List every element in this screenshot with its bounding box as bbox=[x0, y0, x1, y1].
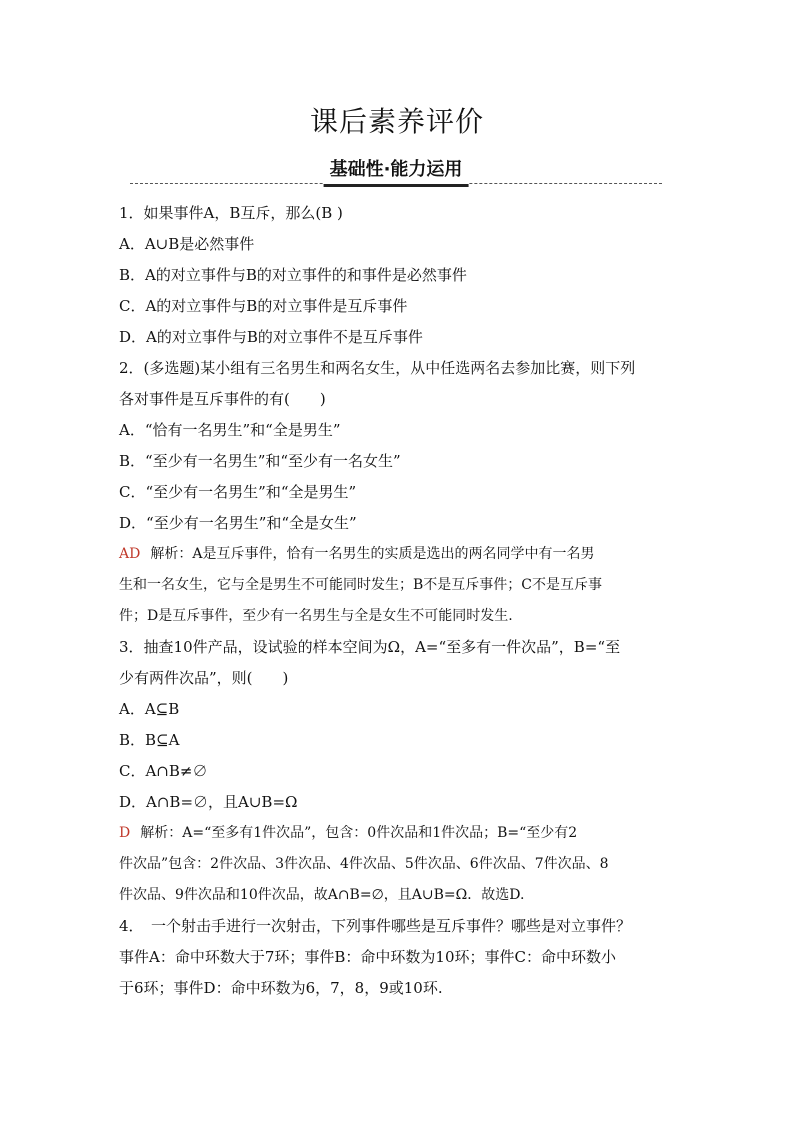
q3-answer: D bbox=[119, 825, 131, 841]
q2-solution-text-1: 解析：A是互斥事件，恰有一名男生的实质是选出的两名同学中有一名男 bbox=[150, 546, 595, 562]
q2-stem-line-2: 各对事件是互斥事件的有( ) bbox=[119, 390, 326, 408]
page-title: 课后素养评价 bbox=[309, 105, 484, 138]
q2-solution-line-2: 生和一名女生，它与全是男生不可能同时发生；B不是互斥事件；C不是互斥事 bbox=[119, 577, 602, 593]
q1-option-c: C．A的对立事件与B的对立事件是互斥事件 bbox=[119, 297, 408, 315]
section-header bbox=[130, 156, 662, 190]
q2-answer: AD bbox=[119, 546, 141, 562]
q3-stem-line-2: 少有两件次品”，则( ) bbox=[119, 669, 289, 687]
q3-option-c: C．A∩B≠∅ bbox=[119, 762, 208, 780]
section-label: 基础性·能力运用 bbox=[324, 158, 469, 187]
q1-stem: 1．如果事件A，B互斥，那么(B ) bbox=[119, 204, 343, 222]
q3-solution-text-1: 解析：A=“至多有1件次品”，包含：0件次品和1件次品；B=“至少有2 bbox=[140, 825, 578, 841]
q4-stem-line-1: 4． 一个射击手进行一次射击，下列事件哪些是互斥事件？哪些是对立事件？ bbox=[119, 917, 632, 935]
question-list bbox=[119, 198, 699, 1004]
q2-option-c: C．“至少有一名男生”和“全是男生” bbox=[119, 483, 357, 501]
q3-solution-line-1 bbox=[119, 818, 699, 849]
q2-solution-line-1 bbox=[119, 539, 699, 570]
q2-option-b: B．“至少有一名男生”和“至少有一名女生” bbox=[119, 452, 401, 470]
q2-option-d: D．“至少有一名男生”和“全是女生” bbox=[119, 514, 357, 532]
q2-solution-line-3: 件；D是互斥事件，至少有一名男生与全是女生不可能同时发生. bbox=[119, 608, 513, 624]
q2-stem-line-1: 2．(多选题)某小组有三名男生和两名女生，从中任选两名去参加比赛，则下列 bbox=[119, 359, 636, 377]
q3-solution-line-3: 件次品、9件次品和10件次品，故A∩B=∅，且A∪B=Ω．故选D. bbox=[119, 887, 525, 903]
q1-option-d: D．A的对立事件与B的对立事件不是互斥事件 bbox=[119, 328, 423, 346]
q4-stem-line-2: 事件A：命中环数大于7环；事件B：命中环数为10环；事件C：命中环数小 bbox=[119, 948, 616, 966]
q3-option-a: A．A⊆B bbox=[119, 700, 180, 718]
q4-stem-line-3: 于6环；事件D：命中环数为6，7，8，9或10环. bbox=[119, 979, 443, 997]
q3-option-d: D．A∩B=∅，且A∪B=Ω bbox=[119, 793, 298, 811]
q1-option-b: B．A的对立事件与B的对立事件的和事件是必然事件 bbox=[119, 266, 467, 284]
q2-option-a: A．“恰有一名男生”和“全是男生” bbox=[119, 421, 341, 439]
q1-option-a: A．A∪B是必然事件 bbox=[119, 235, 255, 253]
q3-stem-line-1: 3．抽查10件产品，设试验的样本空间为Ω，A=“至多有一件次品”，B=“至 bbox=[119, 638, 621, 656]
q3-solution-line-2: 件次品”包含：2件次品、3件次品、4件次品、5件次品、6件次品、7件次品、8 bbox=[119, 856, 609, 872]
q3-option-b: B．B⊆A bbox=[119, 731, 180, 749]
